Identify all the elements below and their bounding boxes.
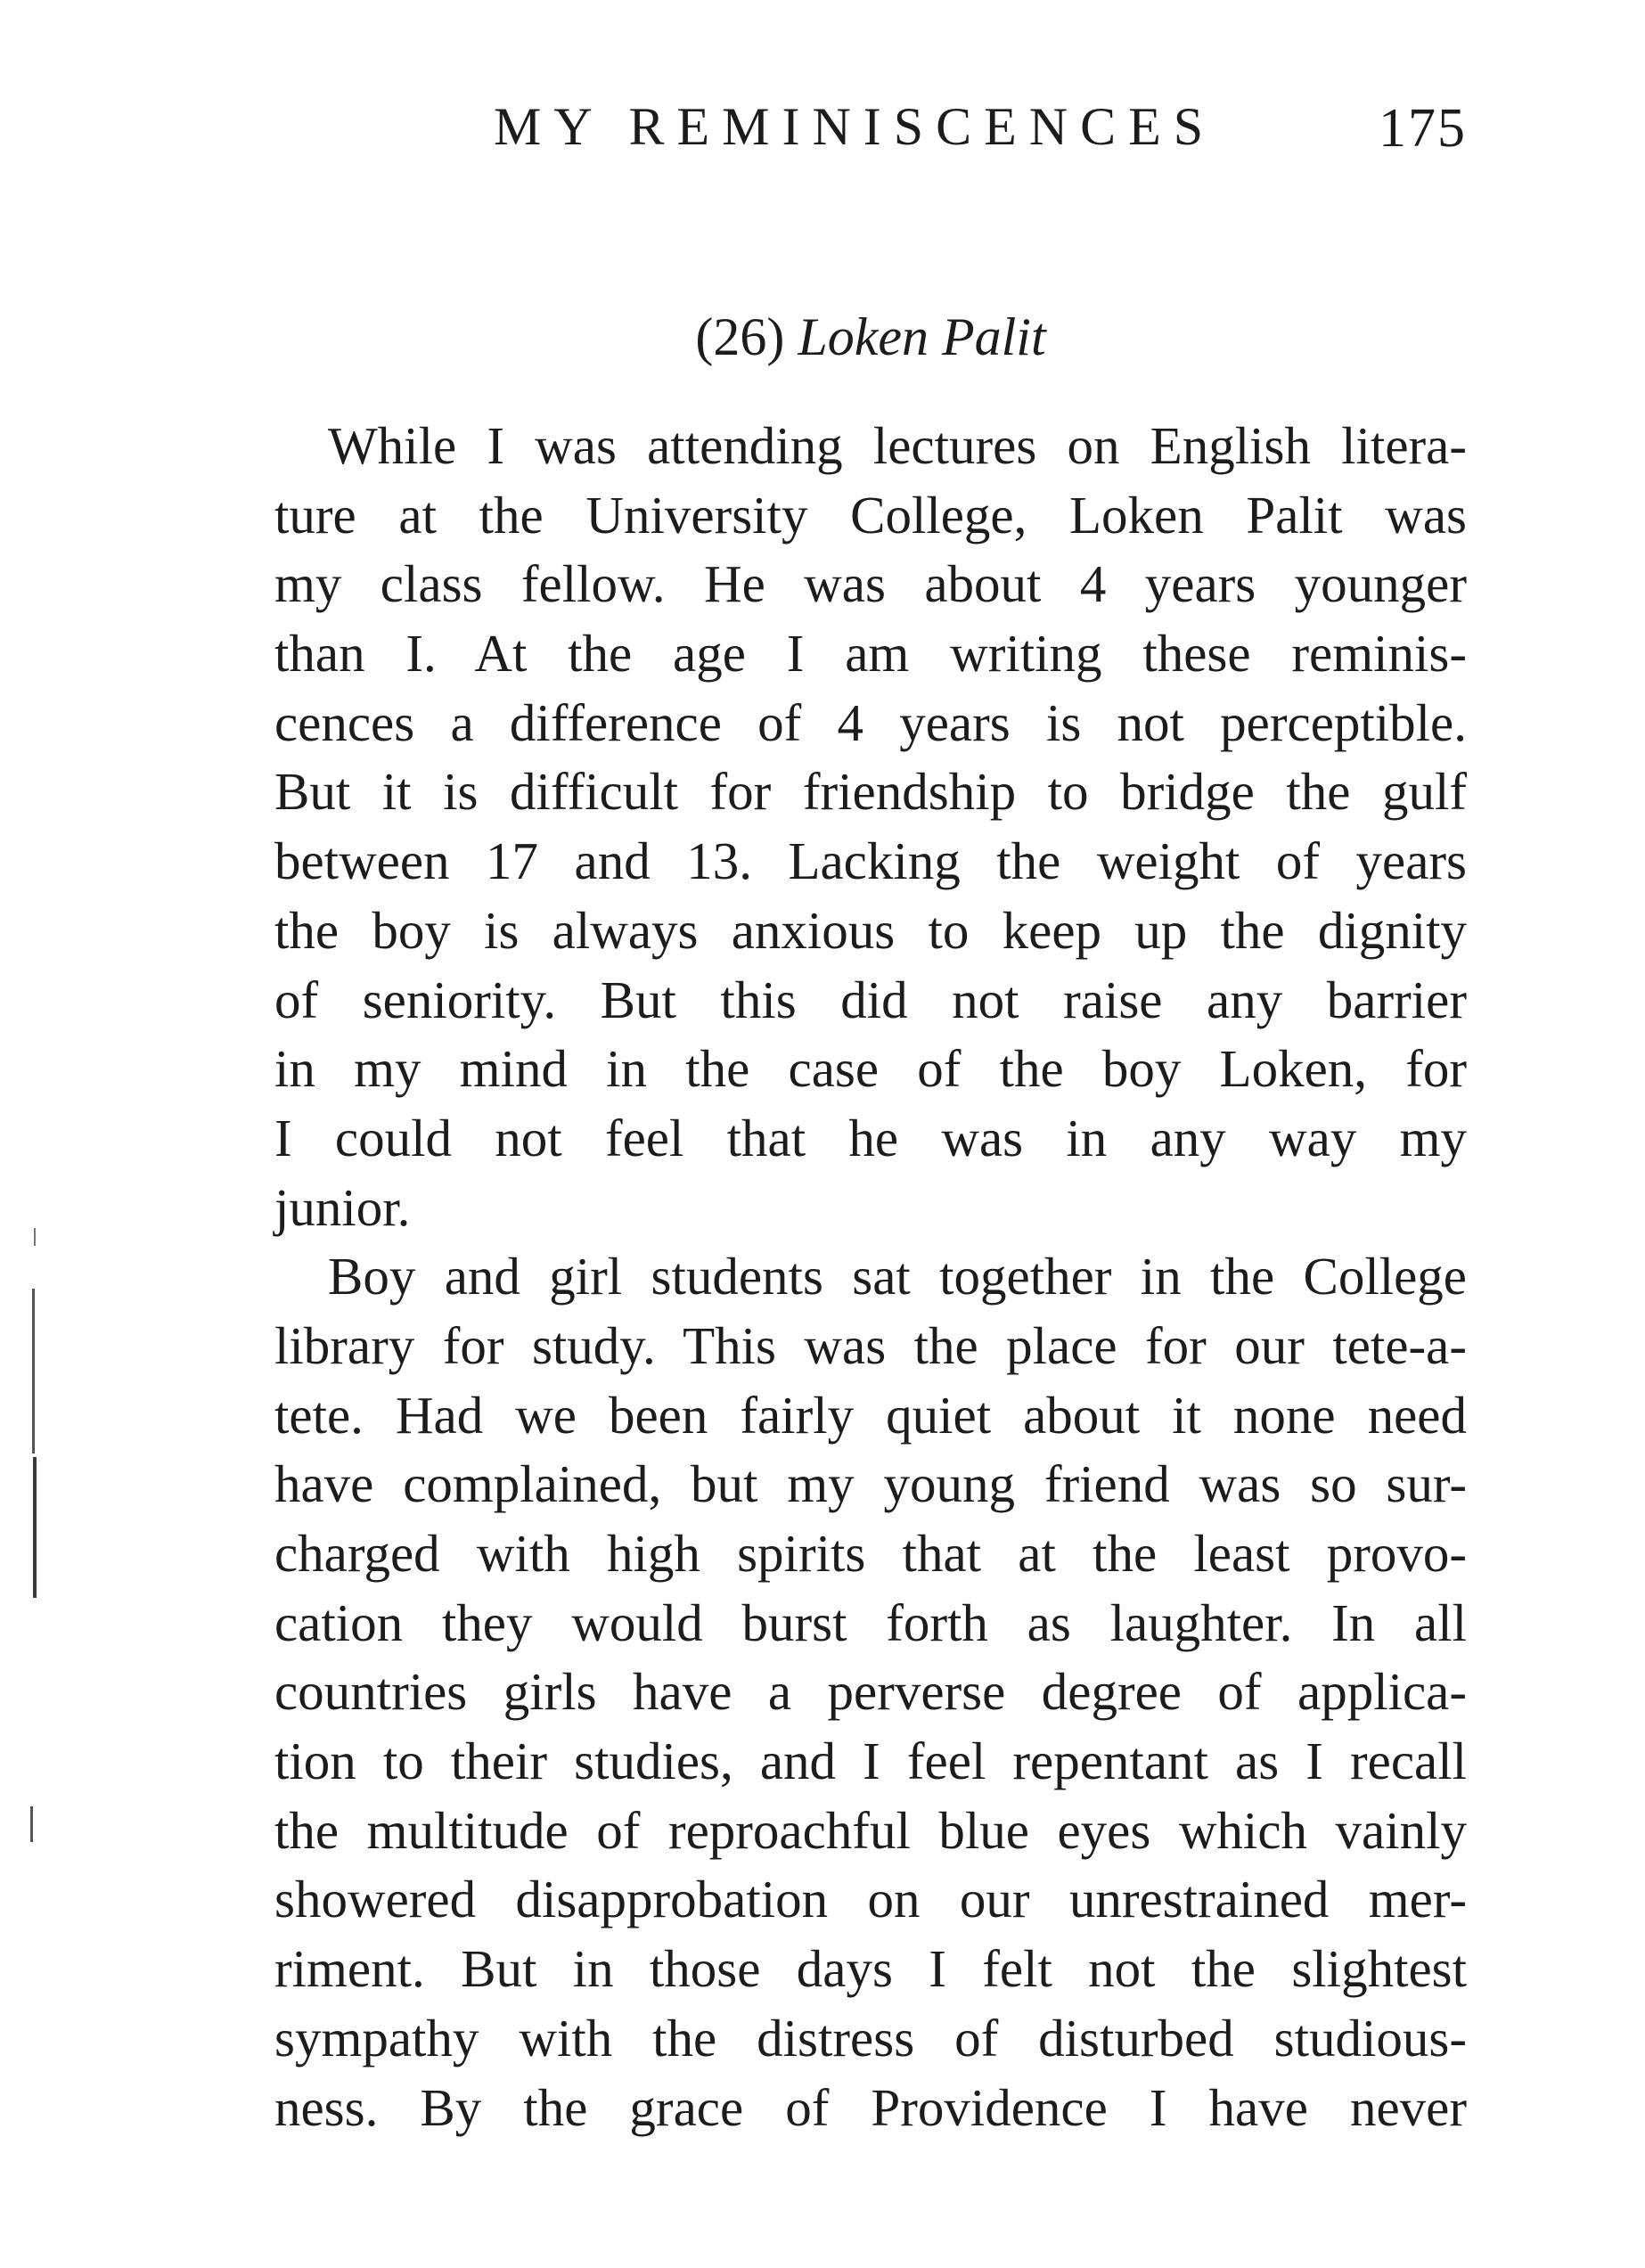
text-line: tion to their studies, and I feel repentant as I recall [274, 1732, 1467, 1791]
scan-mark [32, 1289, 35, 1453]
text-line: sympathy with the distress of disturbed studious- [274, 2008, 1467, 2067]
chapter-heading [274, 301, 1467, 373]
text-line: my class fellow. He was about 4 years younger [274, 554, 1467, 614]
text-line: junior. [274, 1177, 411, 1237]
text-line: showered disapprobation on our unrestrained mer- [274, 1870, 1467, 1929]
text-line: library for study. This was the place for our tete-a- [274, 1315, 1467, 1375]
chapter-number: (26) [695, 307, 785, 366]
running-title: MY REMINISCENCES [494, 97, 1216, 156]
text-line: Boy and girl students sat together in the College [328, 1247, 1467, 1306]
text-line: in my mind in the case of the boy Loken, for [274, 1039, 1467, 1099]
text-line: charged with high spirits that at the least provo- [274, 1524, 1467, 1583]
text-line: riment. But in those days I felt not the slightest [274, 1939, 1467, 1999]
text-line: of seniority. But this did not raise any barrier [274, 970, 1467, 1029]
scan-mark [33, 1457, 37, 1598]
text-line: But it is difficult for friendship to bridge the gulf [274, 762, 1467, 822]
text-line: I could not feel that he was in any way my [274, 1108, 1467, 1167]
scan-mark [34, 1228, 36, 1246]
text-line: cation they would burst forth as laughter. In all [274, 1593, 1467, 1652]
text-line: While I was attending lectures on English litera- [328, 416, 1467, 475]
text-line: ness. By the grace of Providence I have never [274, 2077, 1467, 2137]
text-line: between 17 and 13. Lacking the weight of years [274, 831, 1467, 891]
paragraph-1 [274, 412, 1467, 1242]
chapter-title: Loken Palit [798, 307, 1046, 366]
text-line: have complained, but my young friend was so sur- [274, 1454, 1467, 1514]
text-line: ture at the University College, Loken Palit was [274, 485, 1467, 544]
scan-mark [30, 1806, 33, 1842]
paragraph-2 [274, 1242, 1467, 2142]
text-line: the multitude of reproachful blue eyes which vainly [274, 1800, 1467, 1860]
text-line: tete. Had we been fairly quiet about it none need [274, 1385, 1467, 1445]
text-line: countries girls have a perverse degree of applica- [274, 1662, 1467, 1722]
text-line: than I. At the age I am writing these reminis- [274, 624, 1467, 684]
page-number: 175 [1379, 98, 1467, 159]
running-head [274, 91, 1467, 162]
body-text [274, 412, 1467, 2142]
text-line: cences a difference of 4 years is not perceptible. [274, 692, 1467, 752]
text-line: the boy is always anxious to keep up the dignity [274, 900, 1467, 960]
